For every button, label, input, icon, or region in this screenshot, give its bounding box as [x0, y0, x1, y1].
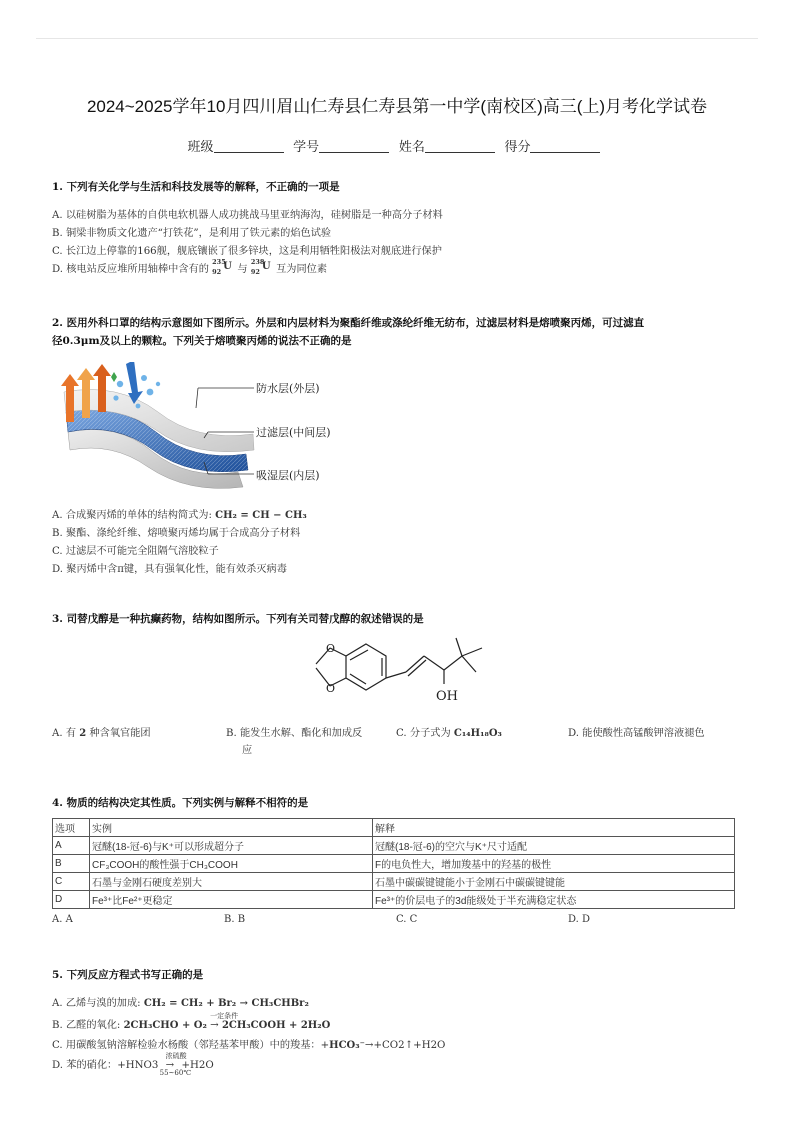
q3-b-line2: 应	[242, 745, 253, 756]
q3-option-c[interactable]	[396, 724, 556, 739]
q1-option-c[interactable]: C. 长江边上停靠的166舰，舰底镶嵌了很多锌块，这是利用牺牲阳极法对舰底进行保护	[52, 246, 442, 257]
table-header-row	[53, 819, 735, 837]
row-d-reason: Fe³⁺的价层电子的3d能级处于半充满稳定状态	[375, 896, 577, 907]
q3-stem: 3. 司替戊醇是一种抗癫药物，结构如图所示。下列有关司替戊醇的叙述错误的是	[52, 613, 424, 625]
q3-a-prefix: A. 有	[52, 728, 77, 739]
q5-d-condition-top: 浓硫酸	[165, 1052, 187, 1060]
header-option: 选项	[55, 824, 75, 835]
nuclide-u235	[212, 258, 234, 276]
q2-option-a[interactable]	[52, 506, 752, 521]
row-b-opt: B	[55, 858, 62, 869]
q5-d-suffix: +H2O	[181, 1060, 214, 1071]
q2-a-prefix: A. 合成聚丙烯的单体的结构简式为:	[52, 510, 212, 521]
q2-option-b[interactable]: B. 聚酯、涤纶纤维、熔喷聚丙烯均属于合成高分子材料	[52, 528, 301, 539]
q5-option-a[interactable]	[52, 994, 752, 1009]
q5-stem: 5. 下列反应方程式书写正确的是	[52, 969, 204, 981]
q4-stem: 4. 物质的结构决定其性质。下列实例与解释不相符的是	[52, 797, 309, 809]
info-label-score: 得分	[504, 139, 531, 154]
q5-d-arrow: →	[165, 1060, 175, 1071]
q4-answer-a[interactable]: A. A	[52, 914, 73, 925]
q2-option-c[interactable]: C. 过滤层不可能完全阻隔气溶胶粒子	[52, 546, 219, 557]
q2-option-d[interactable]: D. 聚丙烯中含π键，具有强氧化性，能有效杀灭病毒	[52, 564, 287, 575]
header-reason: 解释	[375, 824, 395, 835]
score-blank[interactable]	[530, 140, 600, 153]
stiripentol-structure	[296, 632, 496, 712]
info-label-class: 班级	[187, 139, 214, 154]
q4-answer-b[interactable]: B. B	[224, 914, 246, 925]
q5-d-prefix: D. 苯的硝化：+HNO3	[52, 1060, 159, 1071]
name-blank[interactable]	[425, 140, 495, 153]
label-outer-layer: 防水层(外层)	[256, 382, 320, 395]
q5-option-c[interactable]	[52, 1036, 752, 1051]
oh-label: OH	[436, 689, 458, 704]
id-blank[interactable]	[319, 140, 389, 153]
q2-stem-line2: 径0.3μm及以上的颗粒。下列关于熔喷聚丙烯的说法不正确的是	[52, 335, 352, 347]
table-row	[53, 891, 735, 909]
mask-structure-diagram	[58, 362, 268, 497]
page-title: 2024~2025学年10月四川眉山仁寿县仁寿县第一中学(南校区)高三(上)月考化学试卷	[86, 97, 708, 116]
q5-b-left: 2CH₃CHO + O₂	[123, 1020, 207, 1031]
class-blank[interactable]	[214, 140, 284, 153]
row-a-reason: 冠醚(18-冠-6)的空穴与K⁺尺寸适配	[375, 842, 527, 853]
u235-el: U	[223, 261, 232, 272]
info-label-name: 姓名	[398, 139, 425, 154]
q1-d-mid: 与	[237, 264, 248, 275]
q3-c-formula: C₁₄H₁₈O₃	[453, 728, 502, 739]
q3-option-b[interactable]	[226, 724, 386, 756]
u238-z: 92	[250, 268, 260, 276]
row-d-opt: D	[55, 894, 63, 905]
u235-mass: 235	[212, 258, 226, 266]
label-filter-layer: 过滤层(中间层)	[256, 426, 331, 439]
u235-z: 92	[212, 268, 222, 276]
row-c-example: 石墨与金刚石硬度差别大	[92, 878, 202, 889]
q3-b-line1: B. 能发生水解、酯化和加成反	[226, 728, 363, 739]
q1-option-a[interactable]: A. 以硅树脂为基体的自供电软机器人成功挑战马里亚纳海沟，硅树脂是一种高分子材料	[52, 210, 443, 221]
q5-b-prefix: B. 乙醛的氧化:	[52, 1020, 121, 1031]
info-label-id: 学号	[293, 139, 320, 154]
row-b-reason: F的电负性大，增加羧基中的羟基的极性	[375, 860, 552, 871]
q4-table	[52, 818, 735, 909]
label-inner-layer: 吸湿层(内层)	[256, 469, 320, 482]
q1-d-prefix: D. 核电站反应堆所用轴棒中含有的	[52, 264, 209, 275]
q5-b-right: 2CH₃COOH + 2H₂O	[221, 1020, 331, 1031]
u238-el: U	[261, 261, 271, 272]
q1-option-b[interactable]: B. 铜梁非物质文化遗产“打铁花”，是利用了铁元素的焰色试验	[52, 228, 332, 239]
table-row	[53, 837, 735, 855]
q1-option-d[interactable]	[52, 260, 752, 275]
q3-c-prefix: C. 分子式为	[396, 728, 451, 739]
table-row	[53, 855, 735, 873]
table-row	[53, 873, 735, 891]
q2-stem-line1: 2. 医用外科口罩的结构示意图如下图所示。外层和内层材料为聚酯纤维或涤纶纤维无纺布，过滤层材料是熔喷聚丙烯，可过滤直	[52, 317, 645, 329]
q3-option-d[interactable]: D. 能使酸性高锰酸钾溶液褪色	[568, 728, 705, 739]
q5-d-arrow-group	[159, 1052, 192, 1077]
q1-d-suffix: 互为同位素	[276, 264, 328, 275]
row-c-reason: 石墨中碳碳键键能小于金刚石中碳碳键键能	[375, 878, 565, 889]
nuclide-u238	[250, 258, 273, 276]
q1-stem: 1. 下列有关化学与生活和科技发展等的解释，不正确的一项是	[52, 181, 340, 193]
svg-text:O: O	[326, 642, 336, 655]
header-example: 实例	[92, 824, 112, 835]
q2-a-formula: CH₂ = CH − CH₃	[215, 510, 307, 521]
q5-option-d[interactable]	[52, 1052, 752, 1077]
student-info-line	[0, 136, 794, 155]
row-a-example: 冠醚(18-冠-6)与K⁺可以形成超分子	[92, 842, 244, 853]
q5-a-formula: CH₂ = CH₂ + Br₂ → CH₃CHBr₂	[143, 998, 309, 1009]
q5-c-prefix: C. 用碳酸氢钠溶解检验水杨酸（邻羟基苯甲酸）中的羧基：+	[52, 1040, 330, 1051]
q5-b-arrow: →	[210, 1020, 219, 1031]
q3-a-suffix: 种含氧官能团	[89, 728, 151, 739]
top-divider	[36, 38, 758, 39]
q4-answer-c[interactable]: C. C	[396, 914, 418, 925]
svg-text:O: O	[326, 682, 336, 695]
q5-option-b[interactable]	[52, 1012, 752, 1031]
u238-mass: 238	[250, 258, 265, 266]
q5-c-ion: HCO₃⁻	[329, 1040, 365, 1051]
q5-b-arrow-group	[210, 1012, 239, 1031]
q4-answer-d[interactable]: D. D	[568, 914, 591, 925]
row-c-opt: C	[55, 876, 63, 887]
q3-option-a[interactable]	[52, 724, 212, 739]
row-a-opt: A	[55, 840, 62, 851]
row-d-example: Fe³⁺比Fe²⁺更稳定	[92, 896, 173, 907]
row-b-example: CF₃COOH的酸性强于CH₃COOH	[92, 860, 238, 871]
q3-a-num: 2	[79, 728, 87, 739]
q5-c-suffix: →+CO2↑+H2O	[364, 1040, 446, 1051]
q5-a-prefix: A. 乙烯与溴的加成:	[52, 998, 141, 1009]
q5-b-condition: 一定条件	[210, 1012, 239, 1020]
q5-d-condition-bottom: 55~60℃	[159, 1069, 192, 1077]
